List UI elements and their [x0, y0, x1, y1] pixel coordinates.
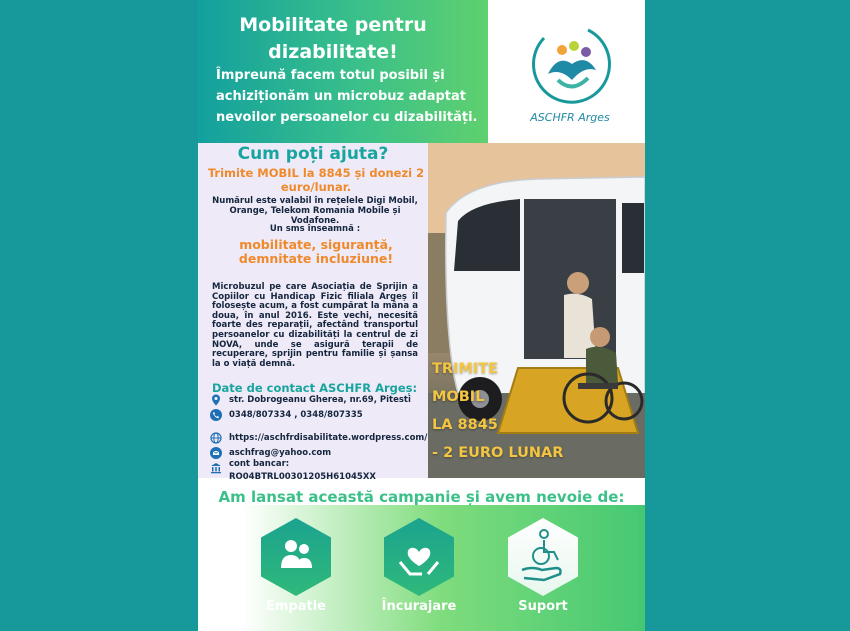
phone-icon	[210, 409, 222, 421]
location-icon	[210, 394, 222, 406]
contact-website[interactable]	[210, 432, 427, 444]
need-encouragement-label: Încurajare	[381, 599, 457, 614]
photo-overlay-text	[432, 355, 563, 467]
need-empathy-label: Empatie	[266, 599, 326, 614]
campaign-heading: Am lansat această campanie și avem nevoie de:	[218, 488, 625, 506]
aschfr-logo-icon	[528, 24, 614, 110]
bank-account: RO04BTRL00301205H61045XX	[229, 472, 376, 482]
header-subtitle: Împreună facem totul posibil și achiziționăm un microbuz adaptat nevoilor persoanelor cu dizabilități.	[216, 68, 478, 125]
sms-instruction: Trimite MOBIL la 8845 și donezi 2 euro/lunar.	[207, 166, 425, 194]
contact-heading: Date de contact ASCHFR Argeș:	[212, 381, 418, 395]
phones-text: 0348/807334 , 0348/807335	[229, 410, 363, 420]
poster	[198, 0, 645, 631]
contact-bank	[210, 459, 376, 482]
networks-note: Numărul este valabil în rețelele Digi Mobil, Orange, Telekom Romania Mobile și Vodafone.	[212, 196, 418, 226]
email-icon	[210, 447, 222, 459]
bank-icon	[210, 462, 222, 474]
microbus-paragraph: Microbuzul pe care Asociația de Sprijin a Copiilor cu Handicap Fizic filiala Argeș îl folosește acum, a fost cumpărat la mâna a doua, în anul 2016. Este vechi, necesită foarte des reparații, afectând transportul persoanelor cu dizabilități la centrul de zi NOVA, unde se asigură terapii de recuperare, sprijin pentru familie și șansa la o viață demnă.	[212, 282, 418, 369]
values-text: mobilitate, siguranță, demnitate incluziune!	[238, 237, 394, 266]
need-support-label: Suport	[518, 599, 568, 614]
logo-text: ASCHFR Arges	[530, 111, 610, 124]
overlay-line: LA 8845	[432, 417, 498, 433]
overlay-line: - 2 EURO LUNAR	[432, 445, 564, 461]
address-text: str. Dobrogeanu Gherea, nr.69, Pitesti	[229, 395, 411, 405]
minibus-photo	[428, 143, 645, 478]
overlay-line: TRIMITE	[432, 361, 499, 377]
page-title: Mobilitate pentru dizabilitate!	[239, 14, 427, 63]
bank-label: cont bancar:	[229, 459, 290, 469]
email-link[interactable]: aschfrag@yahoo.com	[229, 448, 332, 458]
overlay-line: MOBIL	[432, 389, 485, 405]
contact-phones	[210, 409, 363, 421]
website-link[interactable]: https://aschfrdisabilitate.wordpress.com/	[229, 433, 428, 443]
contact-address	[210, 394, 411, 406]
contact-email[interactable]	[210, 447, 331, 459]
globe-icon	[210, 432, 222, 444]
header-banner	[198, 0, 488, 143]
help-heading: Cum poți ajuta?	[237, 144, 389, 164]
sms-means: Un sms înseamnă :	[269, 224, 361, 234]
